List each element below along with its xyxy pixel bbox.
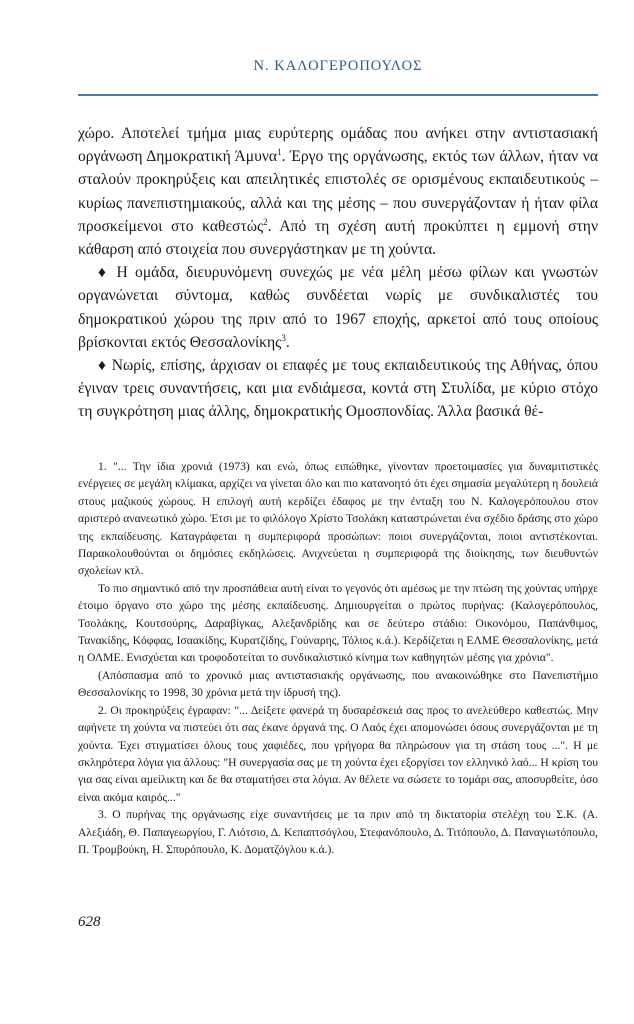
footnote-1-source: (Απόσπασμα από το χρονικό μιας αντιστασιακής οργάνωσης, που ανακοινώθηκε στο Πανεπιστήμιο Θεσσαλονίκης το 1998, 30 χρόνια μετά την ίδρυσή της). <box>78 668 598 700</box>
footnotes <box>78 458 598 858</box>
main-text-segment: . Έργο της οργάνωσης, εκτός των άλλων, ήταν να σταλούν προκηρύξεις και απειλητικές επιστολές σε ορισμένους εκπαιδευτικούς – κυρίως πανεπιστημιακούς, αλλά και της μέσης – που συνεργάζονταν ή ήταν φίλα προσκείμενοι στο καθεστώς <box>78 148 598 235</box>
footnote-1-continued: Το πιο σημαντικό από την προσπάθεια αυτή είναι το γεγονός ότι αμέσως με την πτώση της χούντας υπήρχε έτοιμο όργανο στο χώρο της μέσης εκπαίδευσης. Δημιουργείται ο πρώτος πυρήνας: (Καλογερόπουλος, Τσολάκης, Κουτσούρης, Δαραβίγκας, Αλεξανδρίδης και σε δεύτερο στάδιο: Οικονόμου, Παπάνθιμος, Τανακίδης, Κόφφας, Ισαακίδης, Κυρατζίδης, Γούναρης, Τόλιος κ.ά.). Κερδίζεται η ΕΛΜΕ Θεσσαλονίκης, μετά η ΟΛΜΕ. Ενισχύεται και τροφοδοτείται το συνδικαλιστικό κίνημα των καθηγητών μέσης για χρόνια". <box>78 581 598 665</box>
header-rule <box>78 94 598 96</box>
main-text-segment: . <box>285 333 290 351</box>
page-number: 628 <box>78 914 101 930</box>
main-paragraph: ♦ Νωρίς, επίσης, άρχισαν οι επαφές με τους εκπαιδευτικούς της Αθήνας, όπου έγιναν τρεις συναντήσεις, και μια ενδιάμεσα, κοντά στη Στυλίδα, με κύριο στόχο τη συγκρότηση μιας άλλης, δημοκρατικής Ομοσπονδίας. Άλλα βασικά θέ- <box>78 357 598 421</box>
main-paragraph <box>78 122 598 261</box>
footnote-1: 1. "... Την ίδια χρονιά (1973) και ενώ, όπως ειπώθηκε, γίνονταν προετοιμασίες για δυναμιτιστικές ενέργειες σε μεγάλη κλίμακα, αρχίζει να γίνεται όλο και πιο κατανοητό ότι έχει σημασία μεγαλύτερη η δουλειά στους μαζικούς χώρους. Η επιλογή αυτή κερδίζει έδαφος με την ένταξη του Ν. Καλογερόπουλου στον αριστερό ανανεωτικό χώρο. Έτσι με το φιλόλογο Χρίστο Τσολάκη καταστρώνεται ένα σχέδιο δράσης στο χώρο της εκπαίδευσης. Καταγράφεται η συμπεριφορά προσώπων: ποιοι συνεργάζονται, ποιοι αντιστέκονται. Παρακολουθούνται οι δημόσιες εκδηλώσεις. Ανιχνεύεται η συμπεριφορά της διοίκησης, των διευθυντών σχολείων κτλ. <box>78 460 598 578</box>
main-text <box>78 122 598 424</box>
main-paragraph <box>78 261 598 354</box>
footnote-2: 2. Οι προκηρύξεις έγραφαν: "... Δείξετε φανερά τη δυσαρέσκειά σας προς το ανελεύθερο καθεστώς. Μην αφήνετε τη χούντα να πιστεύει ότι σας έκανε όργανά της. Ο Λαός έχει απομονώσει όσους συνεργάζονται με τη χούντα. Έχει στιγματίσει όλους τους χαφιέδες, που γρήγορα θα πληρώσουν για τη στάση τους ...". Η με σκληρότερα λόγια για άλλους: "Η συνεργασία σας με τη χούντα έχει εξοργίσει τον ελληνικό λαό... Η κρίση του για σας είναι αμείλικτη και δε θα σταματήσει στα λόγια. Αν θέλετε να σώσετε το τομάρι σας, αποσυρθείτε, όσο είναι ακόμα καιρός..." <box>78 703 598 804</box>
footnote-3: 3. Ο πυρήνας της οργάνωσης είχε συναντήσεις με τα πριν από τη δικτατορία στελέχη του Σ.Κ. (Α. Αλεξιάδη, Θ. Παπαγεωργίου, Γ. Λιότσιο, Δ. Κεπαπτσόγλου, Στεφανόπουλο, Δ. Τιτόπουλο, Δ. Παναγιωτόπουλο, Π. Τρομβούκη, Η. Σπυρόπουλο, Κ. Δοματζόγλου κ.ά.). <box>78 808 598 856</box>
footnote-ref-3: 3 <box>281 332 286 343</box>
main-text-segment: χώρο. Αποτελεί τμήμα μιας ευρύτερης ομάδας που ανήκει στην αντιστασιακή οργάνωση Δημοκρατική Άμυνα <box>78 125 598 166</box>
main-text-segment: . Από τη σχέση αυτή προκύπτει η εμμονή στην κάθαρση από στοιχεία που συνεργάστηκαν με τη χούντα. <box>78 217 598 259</box>
footnote-ref-2: 2 <box>263 216 268 227</box>
footnote-ref-1: 1 <box>277 147 282 158</box>
main-text-segment: ♦ Η ομάδα, διευρυνόμενη συνεχώς με νέα μέλη μέσω φίλων και γνωστών οργανώνεται σύντομα, καθώς συνδέεται νωρίς με συνδικαλιστές του δημοκρατικού χώρου της πριν από το 1967 εποχής, αρκετοί από τους οποίους βρίσκονται εκτός Θεσσαλονίκης <box>78 264 598 351</box>
running-header: Ν. ΚΑΛΟΓΕΡΟΠΟΥΛΟΣ <box>253 58 423 74</box>
